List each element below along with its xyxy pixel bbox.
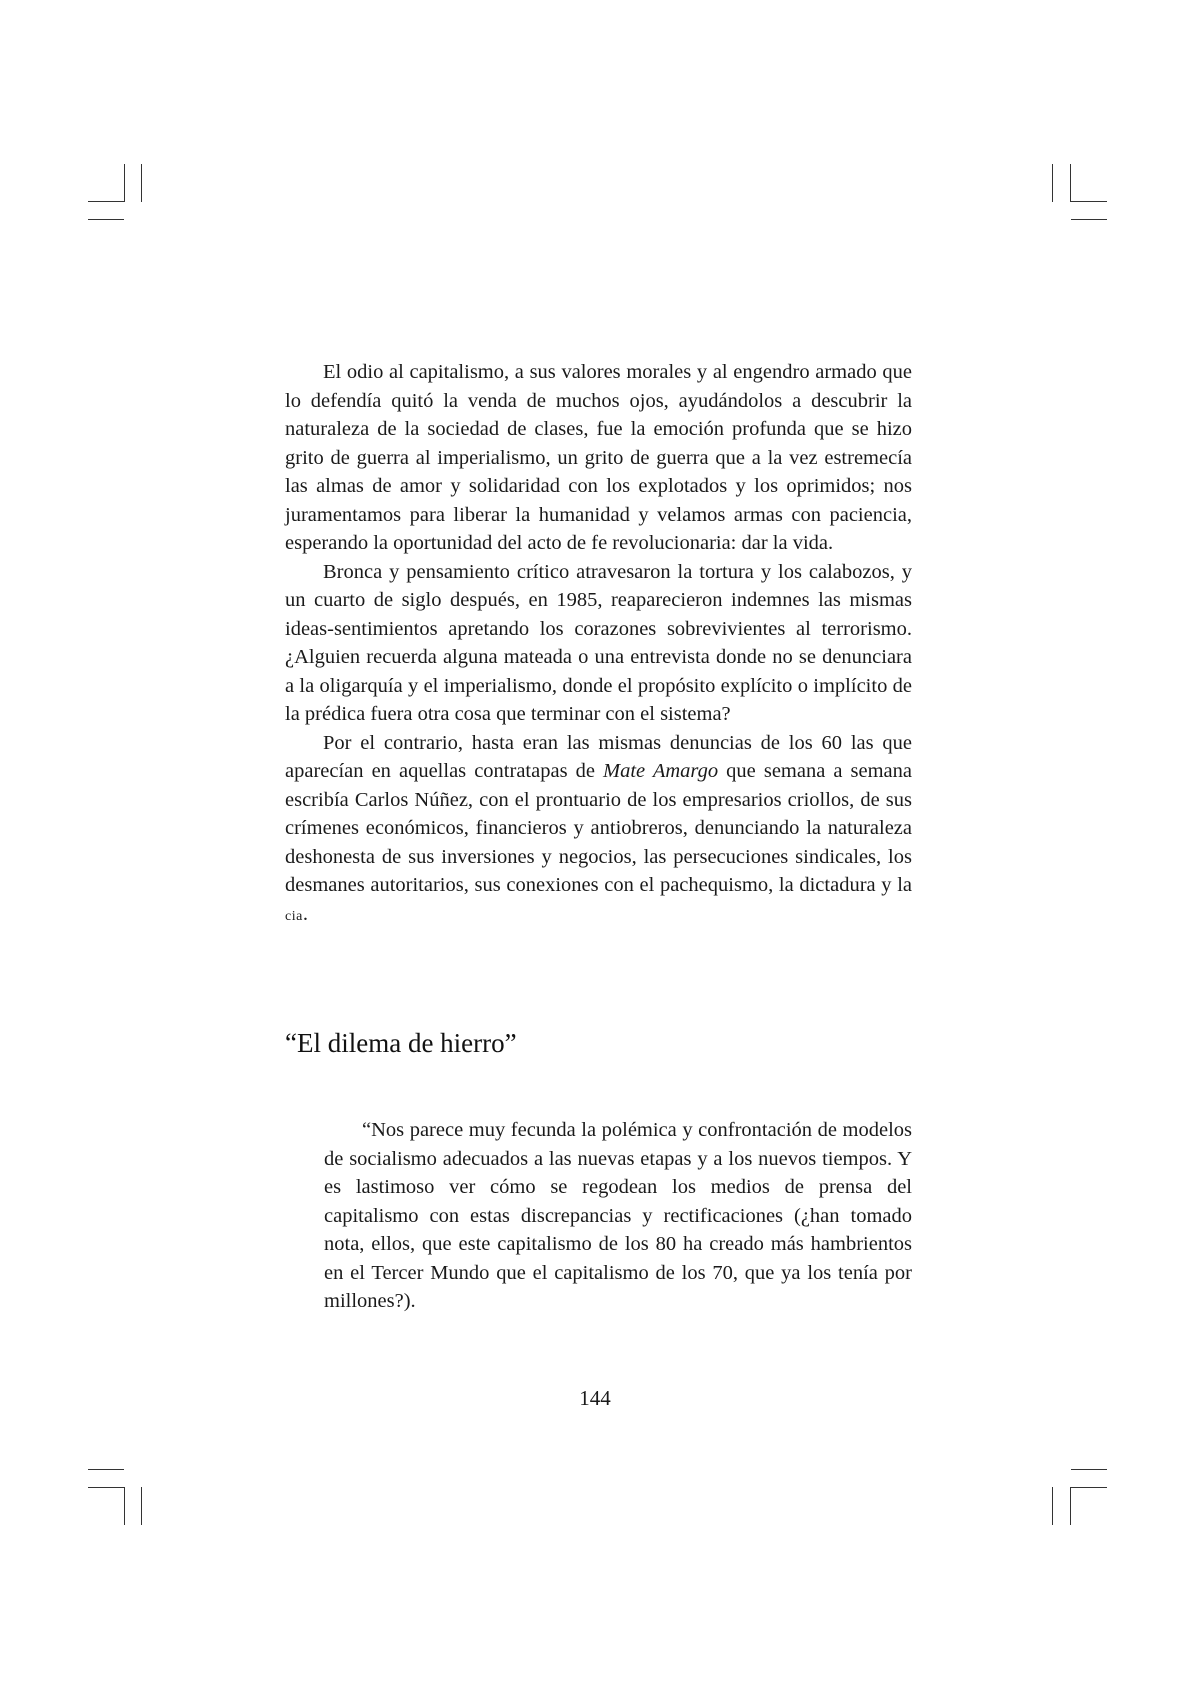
crop-mark-bottom-right-v2 [1070, 1487, 1071, 1525]
crop-mark-bottom-left-h1 [88, 1469, 124, 1470]
publication-title: Mate Amargo [603, 760, 719, 782]
crop-mark-bottom-left-v1 [124, 1487, 125, 1525]
paragraph-1: El odio al capitalismo, a sus valores morales y al engendro armado que lo defendía quitó la venda de muchos ojos, ayudándolos a descubrir la naturaleza de la sociedad de clases, fue la emoción profunda que se hizo grito de guerra al imperialismo, un grito de guerra que a la vez estremecía las almas de amor y solidaridad con los explotados y los oprimidos; nos juramentamos para liberar la humanidad y velamos armas con paciencia, esperando la oportunidad del acto de fe revolucionaria: dar la vida. [285, 361, 912, 554]
crop-mark-bottom-left-v2 [141, 1487, 142, 1525]
crop-mark-bottom-right-v1 [1052, 1487, 1053, 1525]
crop-mark-bottom-left-h2 [88, 1487, 124, 1488]
crop-mark-top-left-h1 [88, 201, 124, 202]
crop-mark-top-right-v1 [1052, 164, 1053, 202]
crop-mark-top-right-h1 [1071, 201, 1107, 202]
body-text [285, 358, 912, 931]
crop-mark-top-right-h2 [1071, 219, 1107, 220]
acronym-smallcaps: cia [285, 908, 303, 924]
crop-mark-bottom-right-h1 [1071, 1469, 1107, 1470]
paragraph-2: Bronca y pensamiento crítico atravesaron la tortura y los calabozos, y un cuarto de siglo después, en 1985, reaparecieron indemnes las mismas ideas-sentimientos apretando los corazones sobrevivientes al terrorismo. ¿Alguien recuerda alguna mateada o una entrevista donde no se denunciara a la oligarquía y el imperialismo, donde el propósito explícito o implícito de la prédica fuera otra cosa que terminar con el sistema? [285, 560, 912, 725]
crop-mark-top-left-v2 [141, 164, 142, 202]
crop-mark-top-left-v1 [124, 164, 125, 202]
crop-mark-bottom-right-h2 [1071, 1487, 1107, 1488]
section-heading: “El dilema de hierro” [285, 1028, 517, 1058]
quote-block: “Nos parece muy fecunda la polémica y confrontación de modelos de socialismo adecuados a las nuevas etapas y a los nuevos tiempos. Y es lastimoso ver cómo se regodean los medios de prensa del capitalismo con estas discrepancias y rectificaciones (¿han tomado nota, ellos, que este capitalismo de los 80 ha creado más hambrientos en el Tercer Mundo que el capitalismo de los 70, que ya los tenía por millones?). [324, 1119, 912, 1312]
page-number: 144 [579, 1386, 611, 1410]
crop-mark-top-right-v2 [1070, 164, 1071, 202]
paragraph-3 [285, 729, 912, 932]
paragraph-3-end: . [302, 902, 308, 925]
paragraph-3-start: Por el contrario, hasta eran las mismas denuncias de los 60 las que aparecían en aquellas contratapas de [285, 731, 912, 782]
crop-mark-top-left-h2 [88, 219, 124, 220]
paragraph-3-middle: que semana a semana escribía Carlos Núñez, con el prontuario de los empresarios criollos, de sus crímenes económicos, financieros y antiobreros, denunciando la naturaleza deshonesta de sus inversiones y negocios, las persecuciones sindicales, los desmanes autoritarios, sus conexiones con el pachequismo, la dictadura y la [285, 760, 912, 896]
